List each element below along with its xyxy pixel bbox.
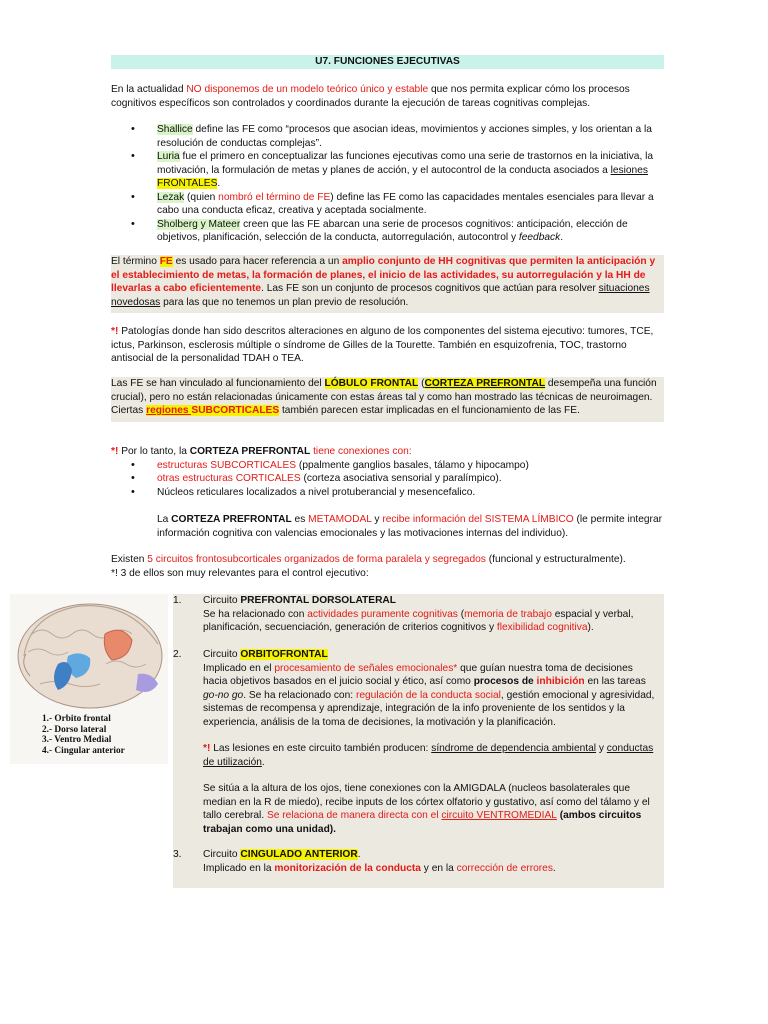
termino-text: El término xyxy=(111,256,160,267)
meta-text: es xyxy=(291,514,309,525)
circuit-underline: circuito VENTROMEDIAL xyxy=(441,810,557,821)
circuit-number: 1. xyxy=(173,595,182,606)
circuit-text: Implicado en el xyxy=(203,662,275,674)
circuit-text: , gestión emocional y agresividad, sistemas de recompensa y aprendizaje, integración de la info proveniente de los sentidos y la experiencia, análisis de la toma de decisiones, la motivación y la planificación. xyxy=(203,689,655,728)
circuitos-text: (funcional y estructuralmente). xyxy=(485,554,626,565)
circuitos-text: Existen xyxy=(111,554,148,565)
meta-bold: CORTEZA PREFRONTAL xyxy=(171,514,292,525)
conexion-red: otras estructuras CORTICALES xyxy=(157,473,301,484)
conexiones-bold: CORTEZA PREFRONTAL xyxy=(189,446,311,457)
warning-mark: *! xyxy=(203,743,211,754)
circuit-text: ( xyxy=(457,608,465,620)
conexiones-section xyxy=(111,445,664,540)
circuitos-line2: *! 3 de ellos son muy relevantes para el control ejecutivo: xyxy=(111,567,369,579)
legend-item: 3.- Ventro Medial xyxy=(42,735,112,745)
warning-mark: *! xyxy=(111,446,119,457)
page-title: U7. FUNCIONES EJECUTIVAS xyxy=(111,55,664,69)
circuit-red: actividades puramente cognitivas xyxy=(307,608,458,620)
meta-text: La xyxy=(157,514,172,525)
circuit-number: 2. xyxy=(173,649,182,660)
meta-text: (le permite integrar información cognitiva con valencias emocionales y las motivaciones internas del individuo). xyxy=(157,514,663,539)
author-text: creen que las FE abarcan una serie de procesos cognitivos: anticipación, elección de objetivos, planificación, selección de la conducta, autorregulación, autocontrol y xyxy=(157,218,628,243)
circuit-red: inhibición xyxy=(536,676,585,687)
brain-legend xyxy=(42,714,125,756)
patologias-paragraph xyxy=(111,325,664,366)
termino-text: es usado para hacer referencia a un xyxy=(172,256,343,267)
circuit-pre: Circuito xyxy=(203,849,241,860)
author-name: Shallice xyxy=(157,124,193,135)
circuit-red: memoria de trabajo xyxy=(464,608,552,620)
lobulo-highlight: regiones xyxy=(146,405,192,416)
lobulo-highlight: LÓBULO FRONTAL xyxy=(324,378,419,389)
patologias-text: Patologías donde han sido descritos alteraciones en alguno de los componentes del sistema ejecutivo: tumores, TCE, ictus, Parkinson, esclerosis múltiple o síndrome de Gilles de la Tourette. También en esquizofrenia, TOC, trastorno antisocial de la personalidad TDAH o TEA. xyxy=(111,326,654,364)
intro-paragraph xyxy=(111,83,664,110)
lobulo-text: también parecen estar implicadas en el funcionamiento de las FE. xyxy=(279,405,580,416)
intro-red: NO disponemos de un modelo teórico único y estable xyxy=(186,84,429,95)
author-text: fue el primero en conceptualizar las funciones ejecutivas como una serie de trastornos en la iniciativa, la motivación, la formulación de metas y planes de acción, y el autocontrol de la conducta asociados a xyxy=(157,151,654,176)
legend-item: 1.- Orbito frontal xyxy=(42,714,111,724)
circuit-text: Las lesiones en este circuito también producen: xyxy=(210,743,432,754)
author-name: Lezak xyxy=(157,191,185,203)
conexion-item xyxy=(111,459,664,473)
circuit-text: y xyxy=(596,743,607,754)
author-item xyxy=(111,150,664,191)
author-text: (quien xyxy=(184,191,219,203)
circuit-underline: conductas de utilización xyxy=(203,743,654,768)
termino-underline: situaciones novedosas xyxy=(111,283,650,308)
lobulo-highlight: SUBCORTICALES xyxy=(191,405,280,416)
conexiones-text: Por lo tanto, la xyxy=(118,446,190,457)
circuit-red: procesamiento de señales emocionales* xyxy=(274,662,458,674)
circuit-text: Se sitúa a la altura de los ojos, tiene conexiones con la AMIGDALA (nucleos basolaterales que median en la R de miedo), recibe inputs de los córtex olfatorio y gustativo, así como del tálamo y el tallo cerebral. xyxy=(203,783,650,821)
circuit-3 xyxy=(203,848,659,875)
brain-diagram xyxy=(10,594,168,764)
circuit-red: regulación de la conducta social xyxy=(355,689,501,701)
intro-text: En la actualidad xyxy=(111,84,187,95)
circuit-pre: Circuito xyxy=(203,595,241,606)
circuit-2 xyxy=(203,648,659,836)
circuit-text: y en la xyxy=(420,862,457,874)
meta-text: y xyxy=(371,514,383,525)
circuit-red: corrección de errores xyxy=(456,862,553,874)
conexion-red: estructuras SUBCORTICALES xyxy=(157,459,297,471)
circuit-text: espacial y verbal, planificación, secuenciación, generación de criterios cognitivos y xyxy=(203,608,634,633)
intro-text-end: que nos permita explicar cómo los procesos cognitivos específicos son controlados y coordinados durante la ejecución de tareas cognitivas complejas. xyxy=(111,84,630,109)
author-end: . xyxy=(560,232,564,243)
circuit-name: PREFRONTAL DORSOLATERAL xyxy=(240,595,397,606)
author-italic: feedback xyxy=(518,232,561,243)
circuitos-intro xyxy=(111,553,664,580)
conexion-text: Núcleos reticulares localizados a nivel protuberancial y mesencefalico. xyxy=(157,486,476,498)
lobulo-text: desempeña una función crucial), pero no están relacionadas únicamente con estas áreas tal y como han mostrado las técnicas de neuroimagen. Ciertas xyxy=(111,378,657,416)
author-highlight: FRONTALES xyxy=(157,178,218,189)
circuitos-red: 5 circuitos frontosubcorticales organizados de forma paralela y segregados xyxy=(147,554,486,565)
circuit-text: en las tareas xyxy=(584,676,646,687)
circuit-bold: (ambos circuitos trabajan como una unidad). xyxy=(203,810,642,835)
circuit-red: monitorización de la conducta xyxy=(274,862,421,874)
author-end: . xyxy=(217,178,221,189)
meta-red: recibe información del SISTEMA LÍMBICO xyxy=(382,514,574,525)
author-item xyxy=(111,123,664,150)
author-text: define las FE como “procesos que asocian ideas, movimientos y acciones simples, y los orientan a la resolución de conductas complejas”. xyxy=(157,124,652,149)
termino-text: . Las FE son un conjunto de procesos cognitivos que actúan para resolver xyxy=(261,283,599,294)
author-item xyxy=(111,218,664,245)
warning-mark: *! xyxy=(111,326,119,337)
termino-red: amplio conjunto de HH cognitivas que permiten la anticipación y el establecimiento de metas, la formación de planes, el inicio de las actividades, su autorregulación y la HH de llevarlas a cabo eficientemente xyxy=(111,256,656,294)
author-red: nombró el término de FE xyxy=(218,191,331,203)
circuit-text: . xyxy=(261,756,265,768)
lobulo-paragraph xyxy=(111,377,664,422)
lobulo-text: ( xyxy=(418,378,425,389)
circuit-text: Se ha relacionado con xyxy=(203,608,308,620)
author-item xyxy=(111,191,664,218)
author-name: Sholberg y Mateer xyxy=(157,218,241,230)
circuit-pre: Circuito xyxy=(203,649,241,660)
conexion-item xyxy=(111,486,664,500)
circuit-1 xyxy=(203,594,659,635)
circuit-red: flexibilidad cognitiva xyxy=(496,622,588,633)
circuit-underline: síndrome de dependencia ambiental xyxy=(431,743,597,754)
legend-item: 4.- Cingular anterior xyxy=(42,745,125,756)
conexion-text: (ppalmente ganglios basales, tálamo y hipocampo) xyxy=(296,459,529,471)
author-text: ) define las FE como las capacidades mentales esenciales para llevar a cabo una conducta eficaz, creativa y aceptada socialmente. xyxy=(157,191,654,216)
conexion-item xyxy=(111,472,664,486)
circuit-text: que guían nuestra toma de decisiones hacia objetivos basados en el juicio social y ético, así como xyxy=(203,662,633,687)
circuit-name: CINGULADO ANTERIOR xyxy=(240,849,358,860)
metamodal-paragraph xyxy=(111,513,664,540)
brain-illustration xyxy=(10,594,168,714)
circuit-text: ). xyxy=(587,622,594,633)
authors-list xyxy=(111,123,664,245)
circuit-red: Se relaciona de manera directa con el xyxy=(267,810,442,821)
circuit-text: . xyxy=(552,862,556,874)
termino-text: para las que no tenemos un plan previo de resolución. xyxy=(160,296,409,308)
conexiones-heading xyxy=(111,445,664,459)
conexiones-red: tiene conexiones con: xyxy=(310,446,412,457)
circuit-bold: procesos de xyxy=(473,676,537,687)
circuit-italic: go-no go xyxy=(203,689,244,701)
lobulo-highlight: CORTEZA PREFRONTAL xyxy=(424,378,546,389)
circuit-text: . Se ha relacionado con: xyxy=(243,689,356,701)
author-underline: lesiones xyxy=(610,164,648,176)
legend-item: 2.- Dorso lateral xyxy=(42,724,107,735)
lobulo-text: Las FE se han vinculado al funcionamiento del xyxy=(111,378,325,389)
meta-red: METAMODAL xyxy=(308,514,372,525)
circuit-end: . xyxy=(357,849,361,860)
circuit-text: Implicado en la xyxy=(203,862,275,874)
termino-paragraph xyxy=(111,255,664,313)
circuit-number: 3. xyxy=(173,849,182,860)
circuit-name: ORBITOFRONTAL xyxy=(240,649,328,660)
author-name: Luria xyxy=(157,151,180,162)
conexion-text: (corteza asociativa sensorial y paralímpico). xyxy=(300,473,502,484)
circuits-box xyxy=(173,594,664,888)
termino-fe: FE xyxy=(159,256,173,267)
